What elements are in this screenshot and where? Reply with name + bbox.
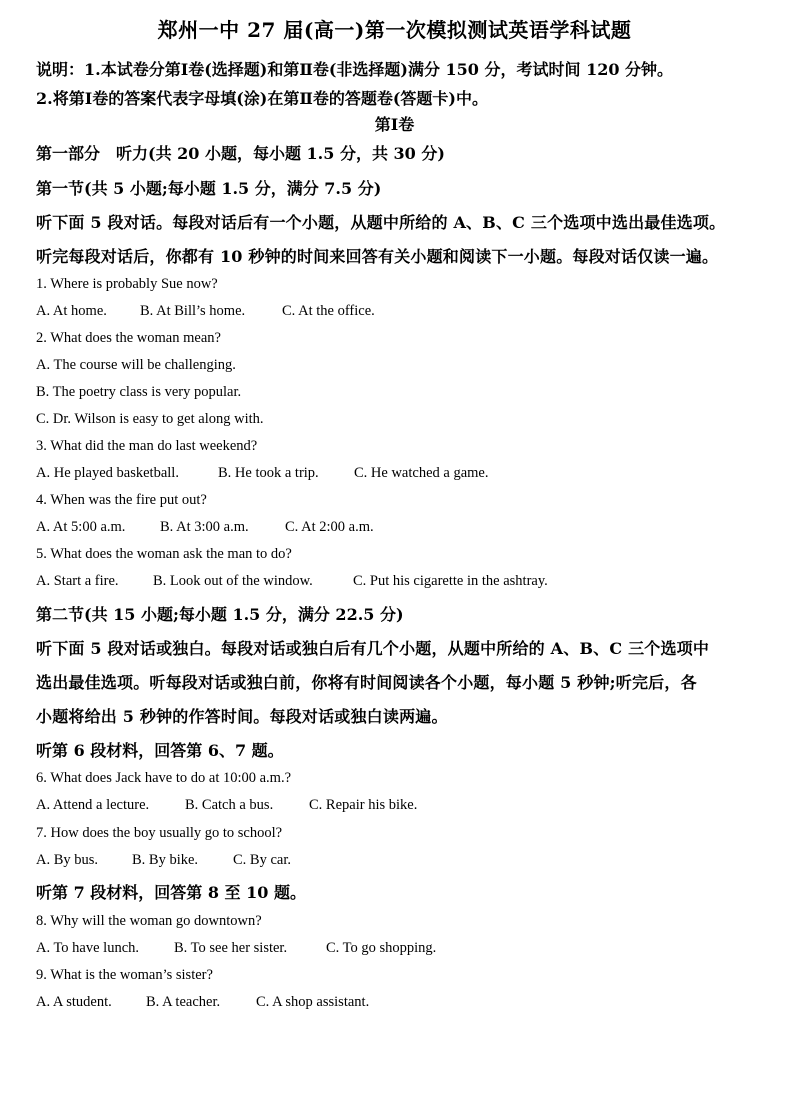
option-b: B. Look out of the window. (153, 573, 313, 589)
question-2-option-a: A. The course will be challenging. (36, 357, 236, 373)
question-5-options (36, 573, 548, 590)
option-b: B. A teacher. (146, 994, 221, 1010)
question-6: 6. What does Jack have to do at 10:00 a.m.? (36, 770, 292, 786)
option-c: C. By car. (233, 852, 291, 868)
question-7: 7. How does the boy usually go to school? (36, 825, 283, 841)
option-a: A. Attend a lecture. (36, 797, 150, 813)
material-6-heading: 听第 6 段材料，回答第 6、7 题。 (36, 741, 284, 760)
option-c: C. He watched a game. (354, 465, 489, 481)
part1-heading: 第一部分 听力(共 20 小题，每小题 1.5 分，共 30 分) (36, 144, 445, 163)
section2-directions-line-2: 选出最佳选项。听每段对话或独白前，你将有时间阅读各个小题，每小题 5 秒钟;听完后，各 (36, 673, 697, 692)
question-9-options (36, 994, 369, 1011)
material-7-heading: 听第 7 段材料，回答第 8 至 10 题。 (36, 883, 306, 902)
question-3: 3. What did the man do last weekend? (36, 438, 258, 454)
option-a: A. By bus. (36, 852, 99, 868)
option-b: B. He took a trip. (218, 465, 319, 481)
question-8-options (36, 940, 436, 957)
option-c: C. At the office. (282, 303, 375, 319)
option-a: A. At home. (36, 303, 107, 319)
volume-title: 第Ⅰ卷 (374, 115, 415, 134)
section1-directions-line-2: 听完每段对话后，你都有 10 秒钟的时间来回答有关小题和阅读下一小题。每段对话仅读一遍。 (36, 247, 719, 266)
option-b: B. At 3:00 a.m. (160, 519, 249, 535)
option-a: A. Start a fire. (36, 573, 119, 589)
option-c: C. At 2:00 a.m. (285, 519, 374, 535)
question-4: 4. When was the fire put out? (36, 492, 207, 508)
option-a: A. At 5:00 a.m. (36, 519, 126, 535)
question-2-option-b: B. The poetry class is very popular. (36, 384, 242, 400)
instruction-line-2: 2.将第Ⅰ卷的答案代表字母填(涂)在第Ⅱ卷的答题卷(答题卡)中。 (36, 89, 488, 108)
option-a: A. He played basketball. (36, 465, 179, 481)
option-a: A. A student. (36, 994, 112, 1010)
option-a: A. To have lunch. (36, 940, 140, 956)
option-b: B. By bike. (132, 852, 199, 868)
option-c: C. A shop assistant. (256, 994, 370, 1010)
question-9: 9. What is the woman’s sister? (36, 967, 213, 983)
question-7-options (36, 852, 291, 869)
section2-directions-line-1: 听下面 5 段对话或独白。每段对话或独白后有几个小题，从题中所给的 A、B、C 三个选项中 (36, 639, 710, 658)
exam-title: 郑州一中 27 届(高一)第一次模拟测试英语学科试题 (157, 18, 632, 42)
section2-heading: 第二节(共 15 小题;每小题 1.5 分，满分 22.5 分) (36, 605, 404, 624)
question-4-options (36, 519, 374, 536)
option-b: B. At Bill’s home. (140, 303, 246, 319)
question-2: 2. What does the woman mean? (36, 330, 221, 346)
option-b: B. To see her sister. (174, 940, 288, 956)
section1-heading: 第一节(共 5 小题;每小题 1.5 分，满分 7.5 分) (36, 179, 382, 198)
section2-directions-line-3: 小题将给出 5 秒钟的作答时间。每段对话或独白读两遍。 (36, 707, 448, 726)
option-c: C. Repair his bike. (309, 797, 418, 813)
question-2-option-c: C. Dr. Wilson is easy to get along with. (36, 411, 264, 427)
option-c: C. To go shopping. (326, 940, 437, 956)
instruction-line-1: 说明：1.本试卷分第Ⅰ卷(选择题)和第Ⅱ卷(非选择题)满分 150 分，考试时间 120 分钟。 (36, 60, 674, 79)
option-b: B. Catch a bus. (185, 797, 274, 813)
question-1-options (36, 303, 375, 320)
question-3-options (36, 465, 488, 482)
section1-directions-line-1: 听下面 5 段对话。每段对话后有一个小题，从题中所给的 A、B、C 三个选项中选出最佳选项。 (36, 213, 726, 232)
question-5: 5. What does the woman ask the man to do? (36, 546, 292, 562)
question-1: 1. Where is probably Sue now? (36, 276, 218, 292)
question-6-options (36, 797, 417, 814)
option-c: C. Put his cigarette in the ashtray. (353, 573, 548, 589)
question-8: 8. Why will the woman go downtown? (36, 913, 262, 929)
